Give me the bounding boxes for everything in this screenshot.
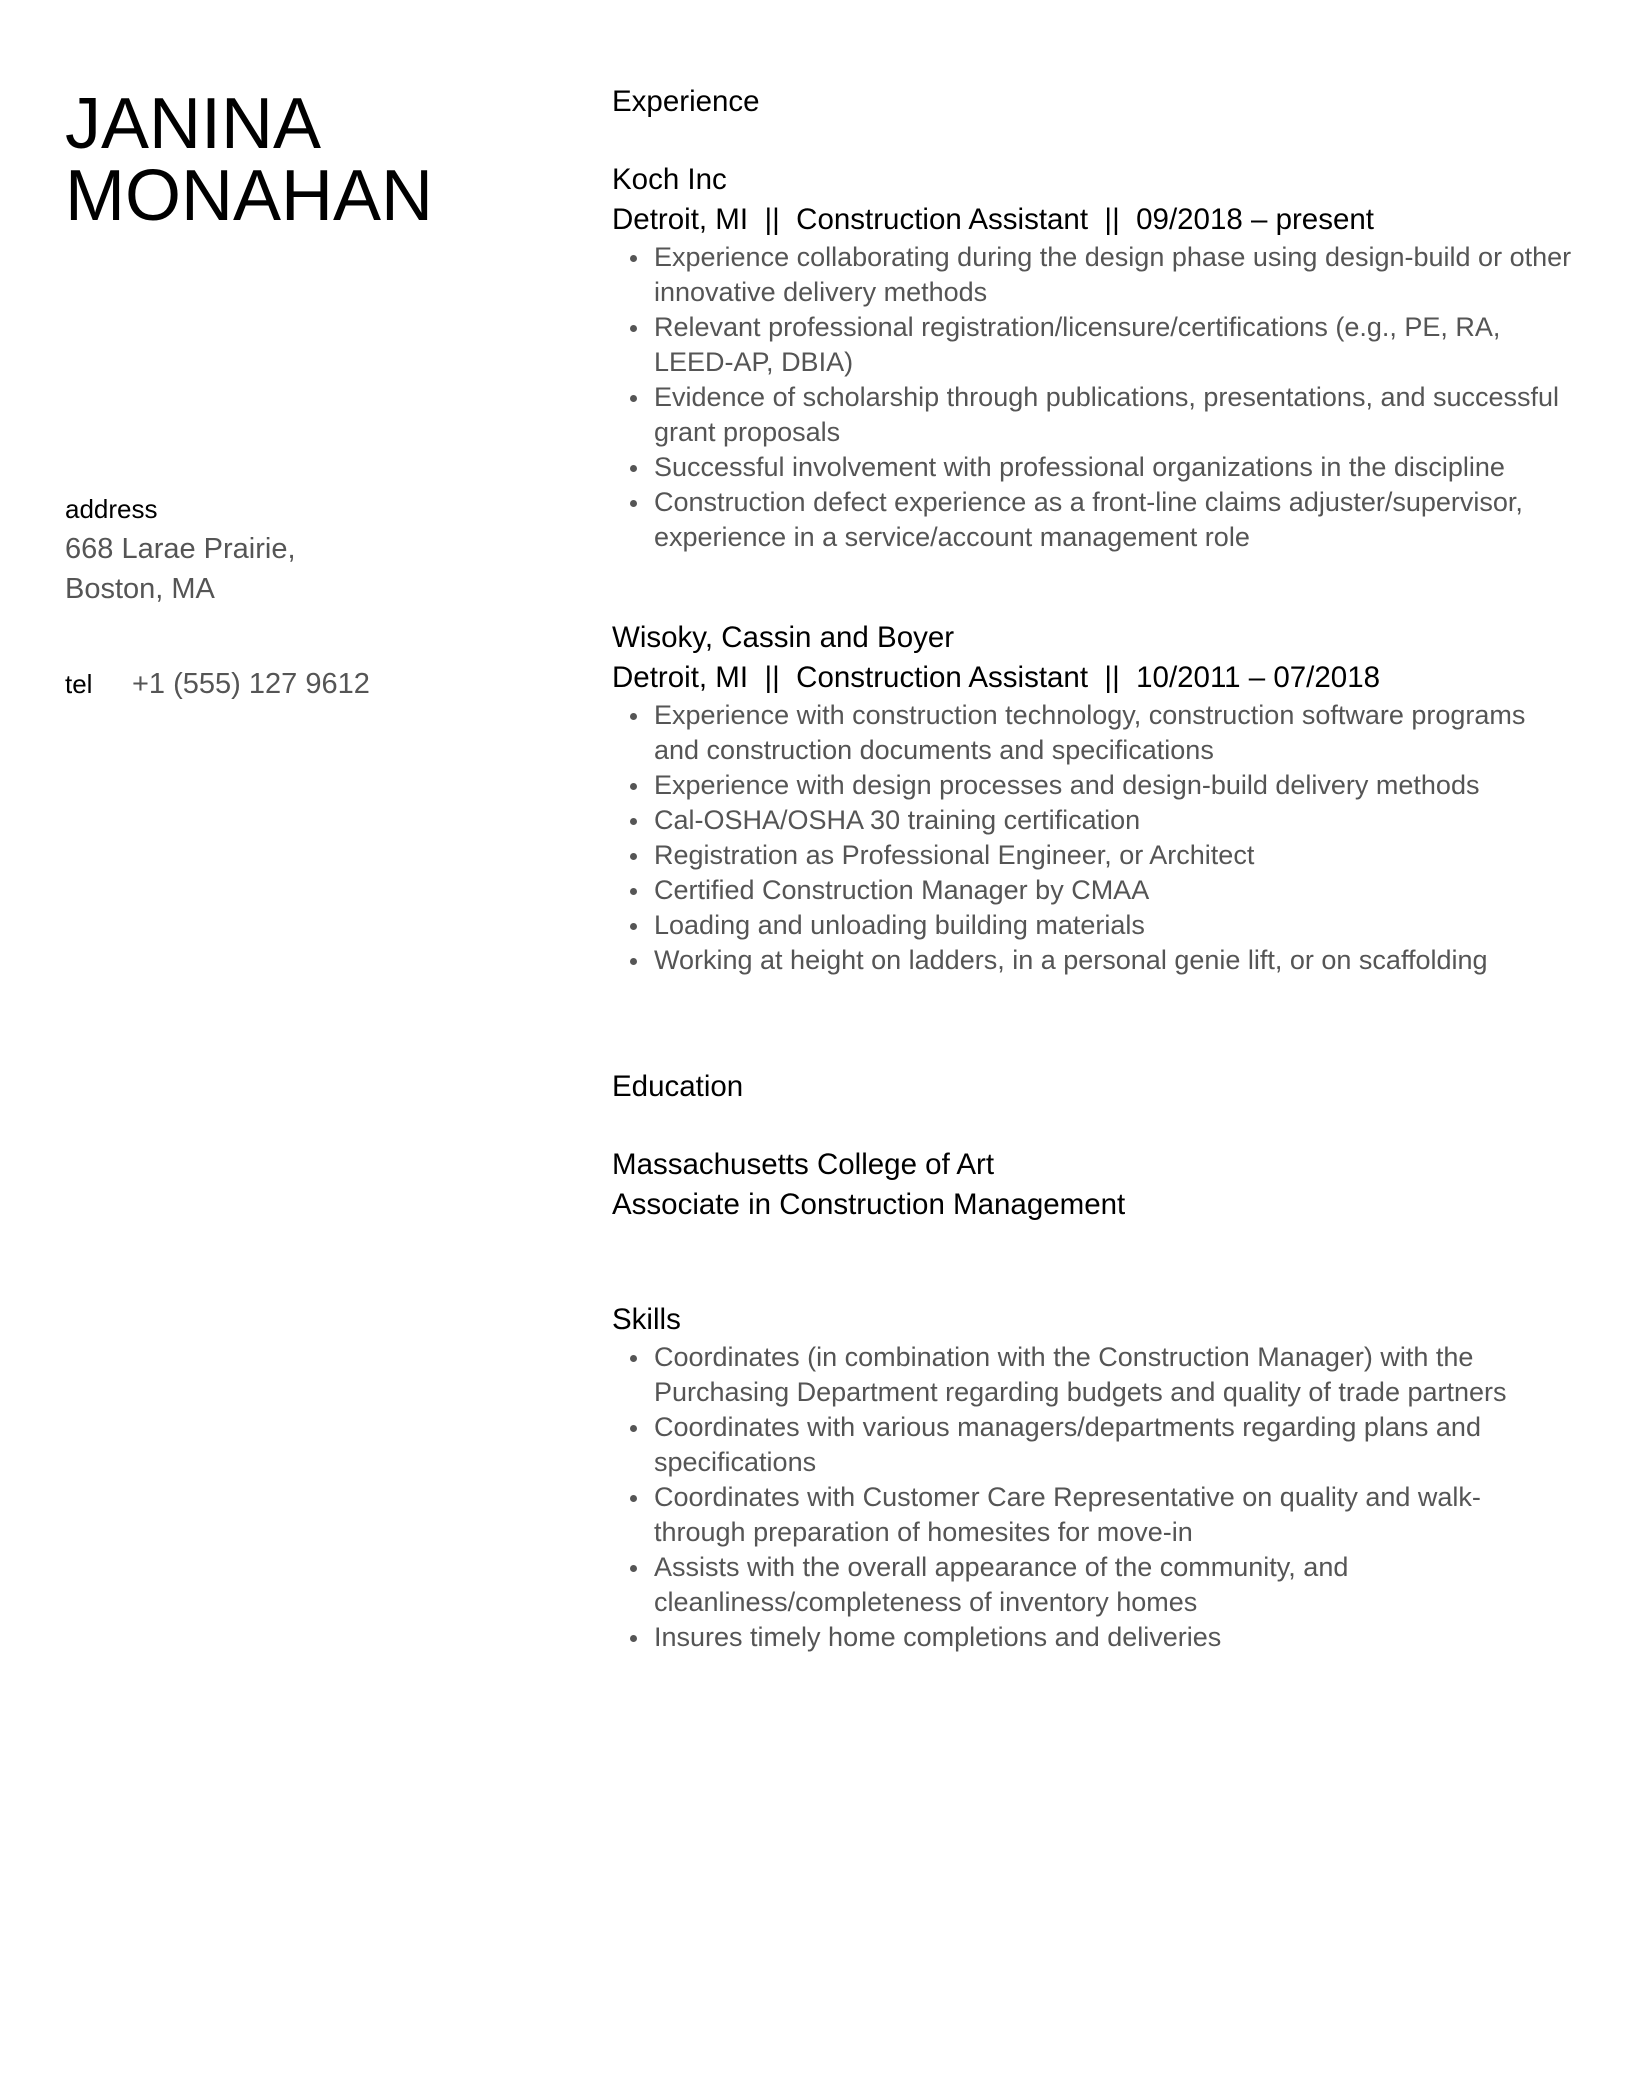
job-bullet: Experience with construction technology, construction software programs and construction documents and specifications (654, 698, 1572, 768)
job-bullets (612, 698, 1572, 978)
education-school: Massachusetts College of Art (612, 1148, 995, 1181)
address-line-1: 668 Larae Prairie, (65, 533, 296, 565)
job-bullet: Relevant professional registration/licensure/certifications (e.g., PE, RA, LEED-AP, DBIA) (654, 310, 1572, 380)
job-bullet: Experience collaborating during the design phase using design-build or other innovative delivery methods (654, 240, 1572, 310)
tel-label: tel (65, 669, 93, 699)
candidate-name (65, 84, 585, 236)
profile-column (65, 84, 585, 236)
skill-item: Coordinates with various managers/departments regarding plans and specifications (654, 1410, 1572, 1480)
job-bullet: Experience with design processes and design-build delivery methods (654, 768, 1572, 803)
experience-heading: Experience (612, 85, 760, 118)
job-entry (612, 160, 1572, 555)
job-entry (612, 618, 1572, 978)
job-company: Wisoky, Cassin and Boyer (612, 621, 955, 654)
address-block (65, 494, 296, 609)
address-label: address (65, 494, 158, 524)
job-bullet: Registration as Professional Engineer, or Architect (654, 838, 1572, 873)
job-company: Koch Inc (612, 163, 727, 196)
job-bullet: Construction defect experience as a front-line claims adjuster/supervisor, experience in a service/account management role (654, 485, 1572, 555)
telephone-block (65, 664, 370, 704)
last-name: MONAHAN (65, 156, 434, 236)
job-meta: Detroit, MI || Construction Assistant || 10/2011 – 07/2018 (612, 661, 1381, 694)
job-bullet: Working at height on ladders, in a personal genie lift, or on scaffolding (654, 943, 1572, 978)
tel-value: +1 (555) 127 9612 (132, 668, 370, 700)
job-bullet: Evidence of scholarship through publications, presentations, and successful grant proposals (654, 380, 1572, 450)
job-bullets (612, 240, 1572, 555)
experience-section (612, 82, 760, 122)
skills-list (612, 1340, 1572, 1655)
skills-heading: Skills (612, 1303, 681, 1336)
education-section (612, 1067, 1572, 1225)
skill-item: Assists with the overall appearance of the community, and cleanliness/completeness of inventory homes (654, 1550, 1572, 1620)
job-bullet: Successful involvement with professional organizations in the discipline (654, 450, 1572, 485)
job-bullet: Cal-OSHA/OSHA 30 training certification (654, 803, 1572, 838)
skills-section (612, 1300, 1572, 1655)
job-bullet: Loading and unloading building materials (654, 908, 1572, 943)
address-line-2: Boston, MA (65, 573, 215, 605)
education-heading: Education (612, 1070, 744, 1103)
skill-item: Insures timely home completions and deliveries (654, 1620, 1572, 1655)
first-name: JANINA (65, 84, 322, 164)
education-degree: Associate in Construction Management (612, 1188, 1126, 1221)
skill-item: Coordinates with Customer Care Representative on quality and walk-through preparation of homesites for move-in (654, 1480, 1572, 1550)
job-bullet: Certified Construction Manager by CMAA (654, 873, 1572, 908)
skill-item: Coordinates (in combination with the Construction Manager) with the Purchasing Department regarding budgets and quality of trade partners (654, 1340, 1572, 1410)
job-meta: Detroit, MI || Construction Assistant || 09/2018 – present (612, 203, 1374, 236)
